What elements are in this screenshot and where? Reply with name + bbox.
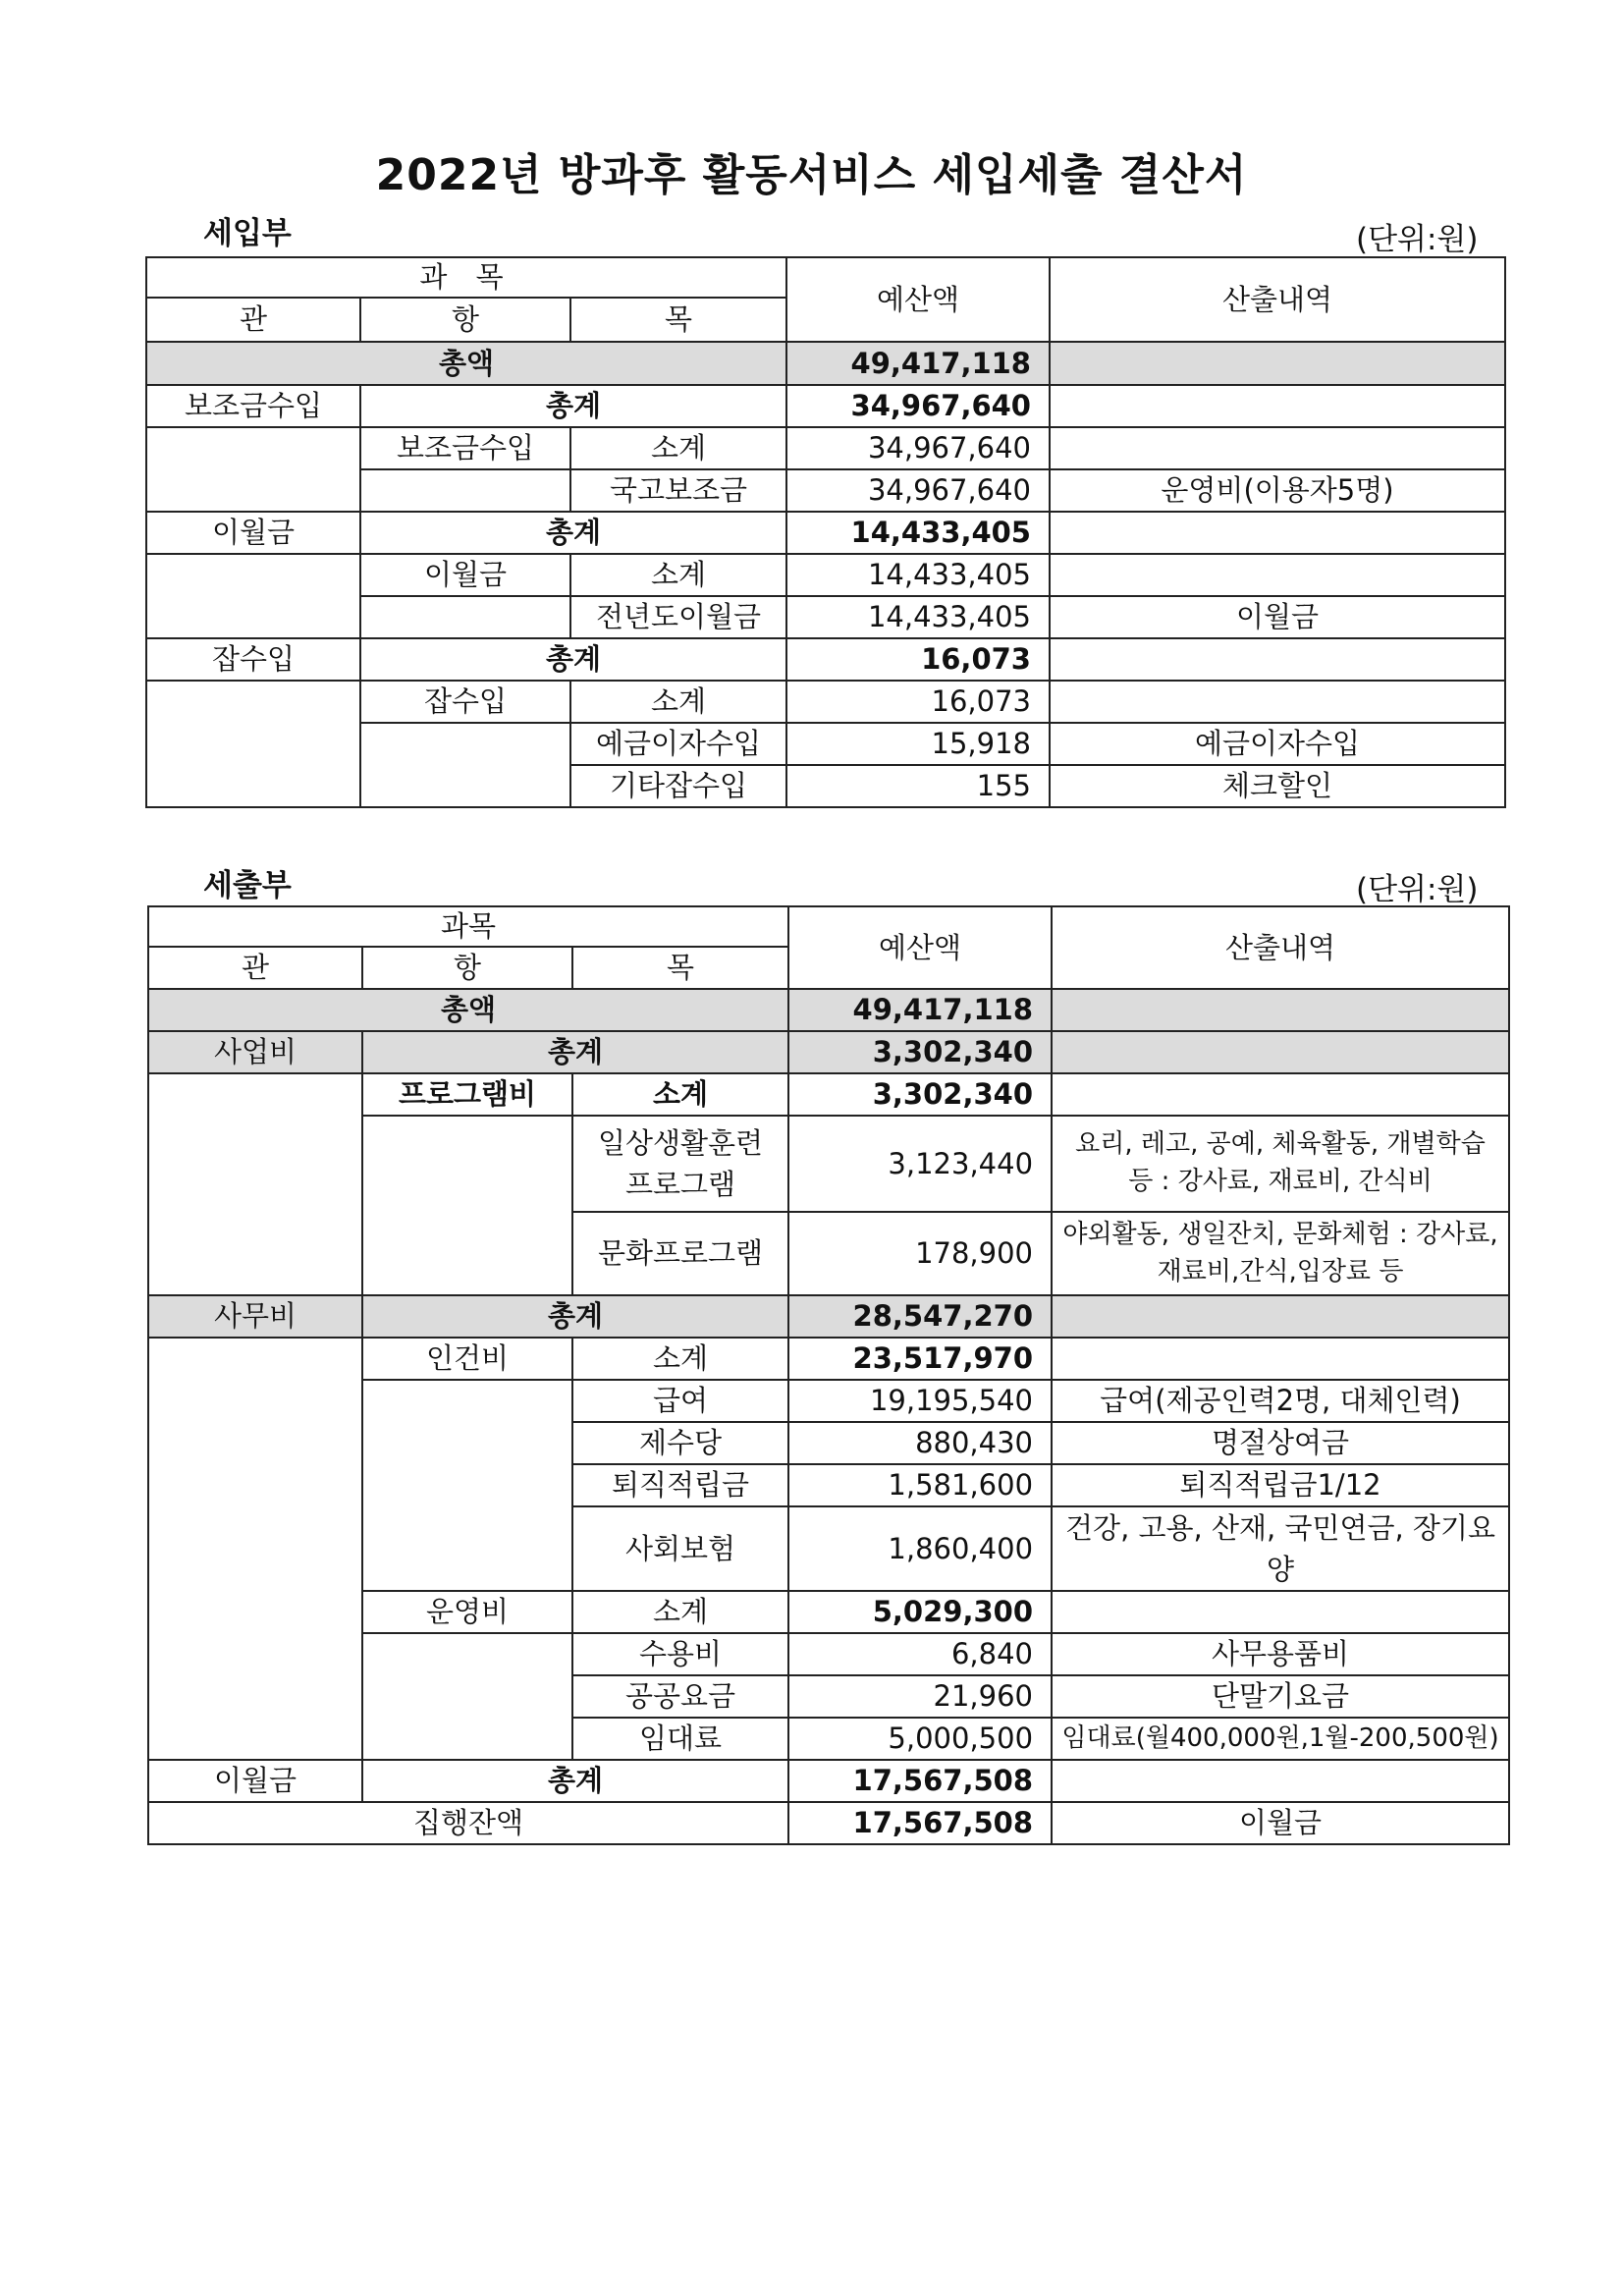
value-cell: 5,029,300 bbox=[788, 1591, 1052, 1633]
value-cell: 34,967,640 bbox=[786, 469, 1050, 512]
value-cell: 21,960 bbox=[788, 1675, 1052, 1718]
table-row bbox=[148, 1802, 1509, 1844]
value-cell: 1,860,400 bbox=[788, 1506, 1052, 1591]
header-gwamok: 과 목 bbox=[146, 257, 786, 298]
detail-cell: 건강, 고용, 산재, 국민연금, 장기요양 bbox=[1052, 1506, 1509, 1591]
detail-cell: 사무용품비 bbox=[1052, 1633, 1509, 1675]
hang-cell: 운영비 bbox=[362, 1591, 572, 1633]
value-cell: 17,567,508 bbox=[788, 1802, 1052, 1844]
mok-cell: 공공요금 bbox=[572, 1675, 788, 1718]
header-gwamok: 과목 bbox=[148, 906, 788, 947]
header-hang: 항 bbox=[362, 947, 572, 989]
detail-cell: 야외활동, 생일잔치, 문화체험 : 강사료,재료비,간식,입장료 등 bbox=[1052, 1212, 1509, 1295]
table-row bbox=[148, 1760, 1509, 1802]
total-label: 총액 bbox=[148, 989, 788, 1031]
mok-cell: 소계 bbox=[570, 427, 786, 469]
value-cell: 19,195,540 bbox=[788, 1380, 1052, 1422]
subtotal-label: 총계 bbox=[360, 512, 786, 554]
header-gwan: 관 bbox=[148, 947, 362, 989]
value-cell: 5,000,500 bbox=[788, 1718, 1052, 1760]
header-detail: 산출내역 bbox=[1052, 906, 1509, 989]
value-cell: 155 bbox=[786, 765, 1050, 807]
mok-cell: 소계 bbox=[570, 554, 786, 596]
hang-cell: 보조금수입 bbox=[360, 427, 570, 469]
value-cell: 17,567,508 bbox=[788, 1760, 1052, 1802]
revenue-unit-label: (단위:원) bbox=[1356, 222, 1479, 257]
mok-cell: 일상생활훈련 프로그램 bbox=[572, 1116, 788, 1212]
value-cell: 14,433,405 bbox=[786, 512, 1050, 554]
value-cell: 178,900 bbox=[788, 1212, 1052, 1295]
table-row bbox=[146, 681, 1505, 723]
total-value: 49,417,118 bbox=[788, 989, 1052, 1031]
detail-cell: 임대료(월400,000원,1월-200,500원) bbox=[1052, 1718, 1509, 1760]
table-row bbox=[146, 385, 1505, 427]
table-row bbox=[148, 1338, 1509, 1380]
revenue-table bbox=[145, 256, 1506, 808]
revenue-section-label: 세입부 bbox=[203, 216, 292, 251]
detail-cell: 이월금 bbox=[1050, 596, 1505, 638]
subtotal-label: 총계 bbox=[360, 385, 786, 427]
gwan-cell: 사무비 bbox=[148, 1295, 362, 1338]
mok-cell: 예금이자수입 bbox=[570, 723, 786, 765]
header-mok: 목 bbox=[570, 298, 786, 342]
total-label: 총액 bbox=[146, 342, 786, 385]
mok-cell: 전년도이월금 bbox=[570, 596, 786, 638]
table-row bbox=[146, 512, 1505, 554]
mok-cell: 제수당 bbox=[572, 1422, 788, 1464]
value-cell: 880,430 bbox=[788, 1422, 1052, 1464]
gwan-cell: 이월금 bbox=[146, 512, 360, 554]
value-cell: 28,547,270 bbox=[788, 1295, 1052, 1338]
mok-cell: 소계 bbox=[570, 681, 786, 723]
value-cell: 16,073 bbox=[786, 681, 1050, 723]
hang-cell: 잡수입 bbox=[360, 681, 570, 723]
gwan-cell: 잡수입 bbox=[146, 638, 360, 681]
detail-cell: 단말기요금 bbox=[1052, 1675, 1509, 1718]
header-budget: 예산액 bbox=[786, 257, 1050, 342]
value-cell: 1,581,600 bbox=[788, 1464, 1052, 1506]
header-budget: 예산액 bbox=[788, 906, 1052, 989]
detail-cell: 요리, 레고, 공예, 체육활동, 개별학습 등 : 강사료, 재료비, 간식비 bbox=[1052, 1116, 1509, 1212]
value-cell: 14,433,405 bbox=[786, 554, 1050, 596]
subtotal-label: 총계 bbox=[362, 1295, 788, 1338]
expense-section-label: 세출부 bbox=[203, 868, 292, 903]
mok-cell: 국고보조금 bbox=[570, 469, 786, 512]
header-row bbox=[148, 906, 1509, 947]
value-cell: 3,302,340 bbox=[788, 1031, 1052, 1073]
value-cell: 34,967,640 bbox=[786, 385, 1050, 427]
value-cell: 3,302,340 bbox=[788, 1073, 1052, 1116]
subtotal-label: 총계 bbox=[362, 1760, 788, 1802]
expense-unit-label: (단위:원) bbox=[1356, 872, 1479, 907]
value-cell: 3,123,440 bbox=[788, 1116, 1052, 1212]
hang-cell: 인건비 bbox=[362, 1338, 572, 1380]
value-cell: 23,517,970 bbox=[788, 1338, 1052, 1380]
hang-cell: 프로그램비 bbox=[362, 1073, 572, 1116]
table-row bbox=[148, 1295, 1509, 1338]
detail-cell: 명절상여금 bbox=[1052, 1422, 1509, 1464]
detail-cell: 예금이자수입 bbox=[1050, 723, 1505, 765]
mok-cell: 사회보험 bbox=[572, 1506, 788, 1591]
total-value: 49,417,118 bbox=[786, 342, 1050, 385]
document-title: 2022년 방과후 활동서비스 세입세출 결산서 bbox=[375, 150, 1248, 200]
detail-cell: 체크할인 bbox=[1050, 765, 1505, 807]
value-cell: 34,967,640 bbox=[786, 427, 1050, 469]
gwan-cell: 사업비 bbox=[148, 1031, 362, 1073]
detail-cell: 급여(제공인력2명, 대체인력) bbox=[1052, 1380, 1509, 1422]
mok-cell: 소계 bbox=[572, 1338, 788, 1380]
table-row bbox=[148, 1073, 1509, 1116]
table-row bbox=[146, 427, 1505, 469]
gwan-cell: 보조금수입 bbox=[146, 385, 360, 427]
header-hang: 항 bbox=[360, 298, 570, 342]
table-row bbox=[146, 554, 1505, 596]
mok-cell: 소계 bbox=[572, 1591, 788, 1633]
detail-cell: 퇴직적립금1/12 bbox=[1052, 1464, 1509, 1506]
detail-cell: 운영비(이용자5명) bbox=[1050, 469, 1505, 512]
mok-cell: 소계 bbox=[572, 1073, 788, 1116]
subtotal-label: 총계 bbox=[362, 1031, 788, 1073]
mok-cell: 수용비 bbox=[572, 1633, 788, 1675]
table-row bbox=[146, 638, 1505, 681]
subtotal-label: 총계 bbox=[360, 638, 786, 681]
value-cell: 6,840 bbox=[788, 1633, 1052, 1675]
balance-label: 집행잔액 bbox=[148, 1802, 788, 1844]
mok-cell: 퇴직적립금 bbox=[572, 1464, 788, 1506]
header-detail: 산출내역 bbox=[1050, 257, 1505, 342]
total-row bbox=[146, 342, 1505, 385]
value-cell: 15,918 bbox=[786, 723, 1050, 765]
mok-cell: 임대료 bbox=[572, 1718, 788, 1760]
mok-cell: 급여 bbox=[572, 1380, 788, 1422]
table-row bbox=[148, 1031, 1509, 1073]
header-mok: 목 bbox=[572, 947, 788, 989]
header-row bbox=[146, 257, 1505, 298]
value-cell: 14,433,405 bbox=[786, 596, 1050, 638]
mok-cell: 문화프로그램 bbox=[572, 1212, 788, 1295]
expense-table bbox=[147, 905, 1510, 1845]
mok-cell: 기타잡수입 bbox=[570, 765, 786, 807]
header-gwan: 관 bbox=[146, 298, 360, 342]
gwan-cell: 이월금 bbox=[148, 1760, 362, 1802]
detail-cell: 이월금 bbox=[1052, 1802, 1509, 1844]
total-row bbox=[148, 989, 1509, 1031]
value-cell: 16,073 bbox=[786, 638, 1050, 681]
hang-cell: 이월금 bbox=[360, 554, 570, 596]
